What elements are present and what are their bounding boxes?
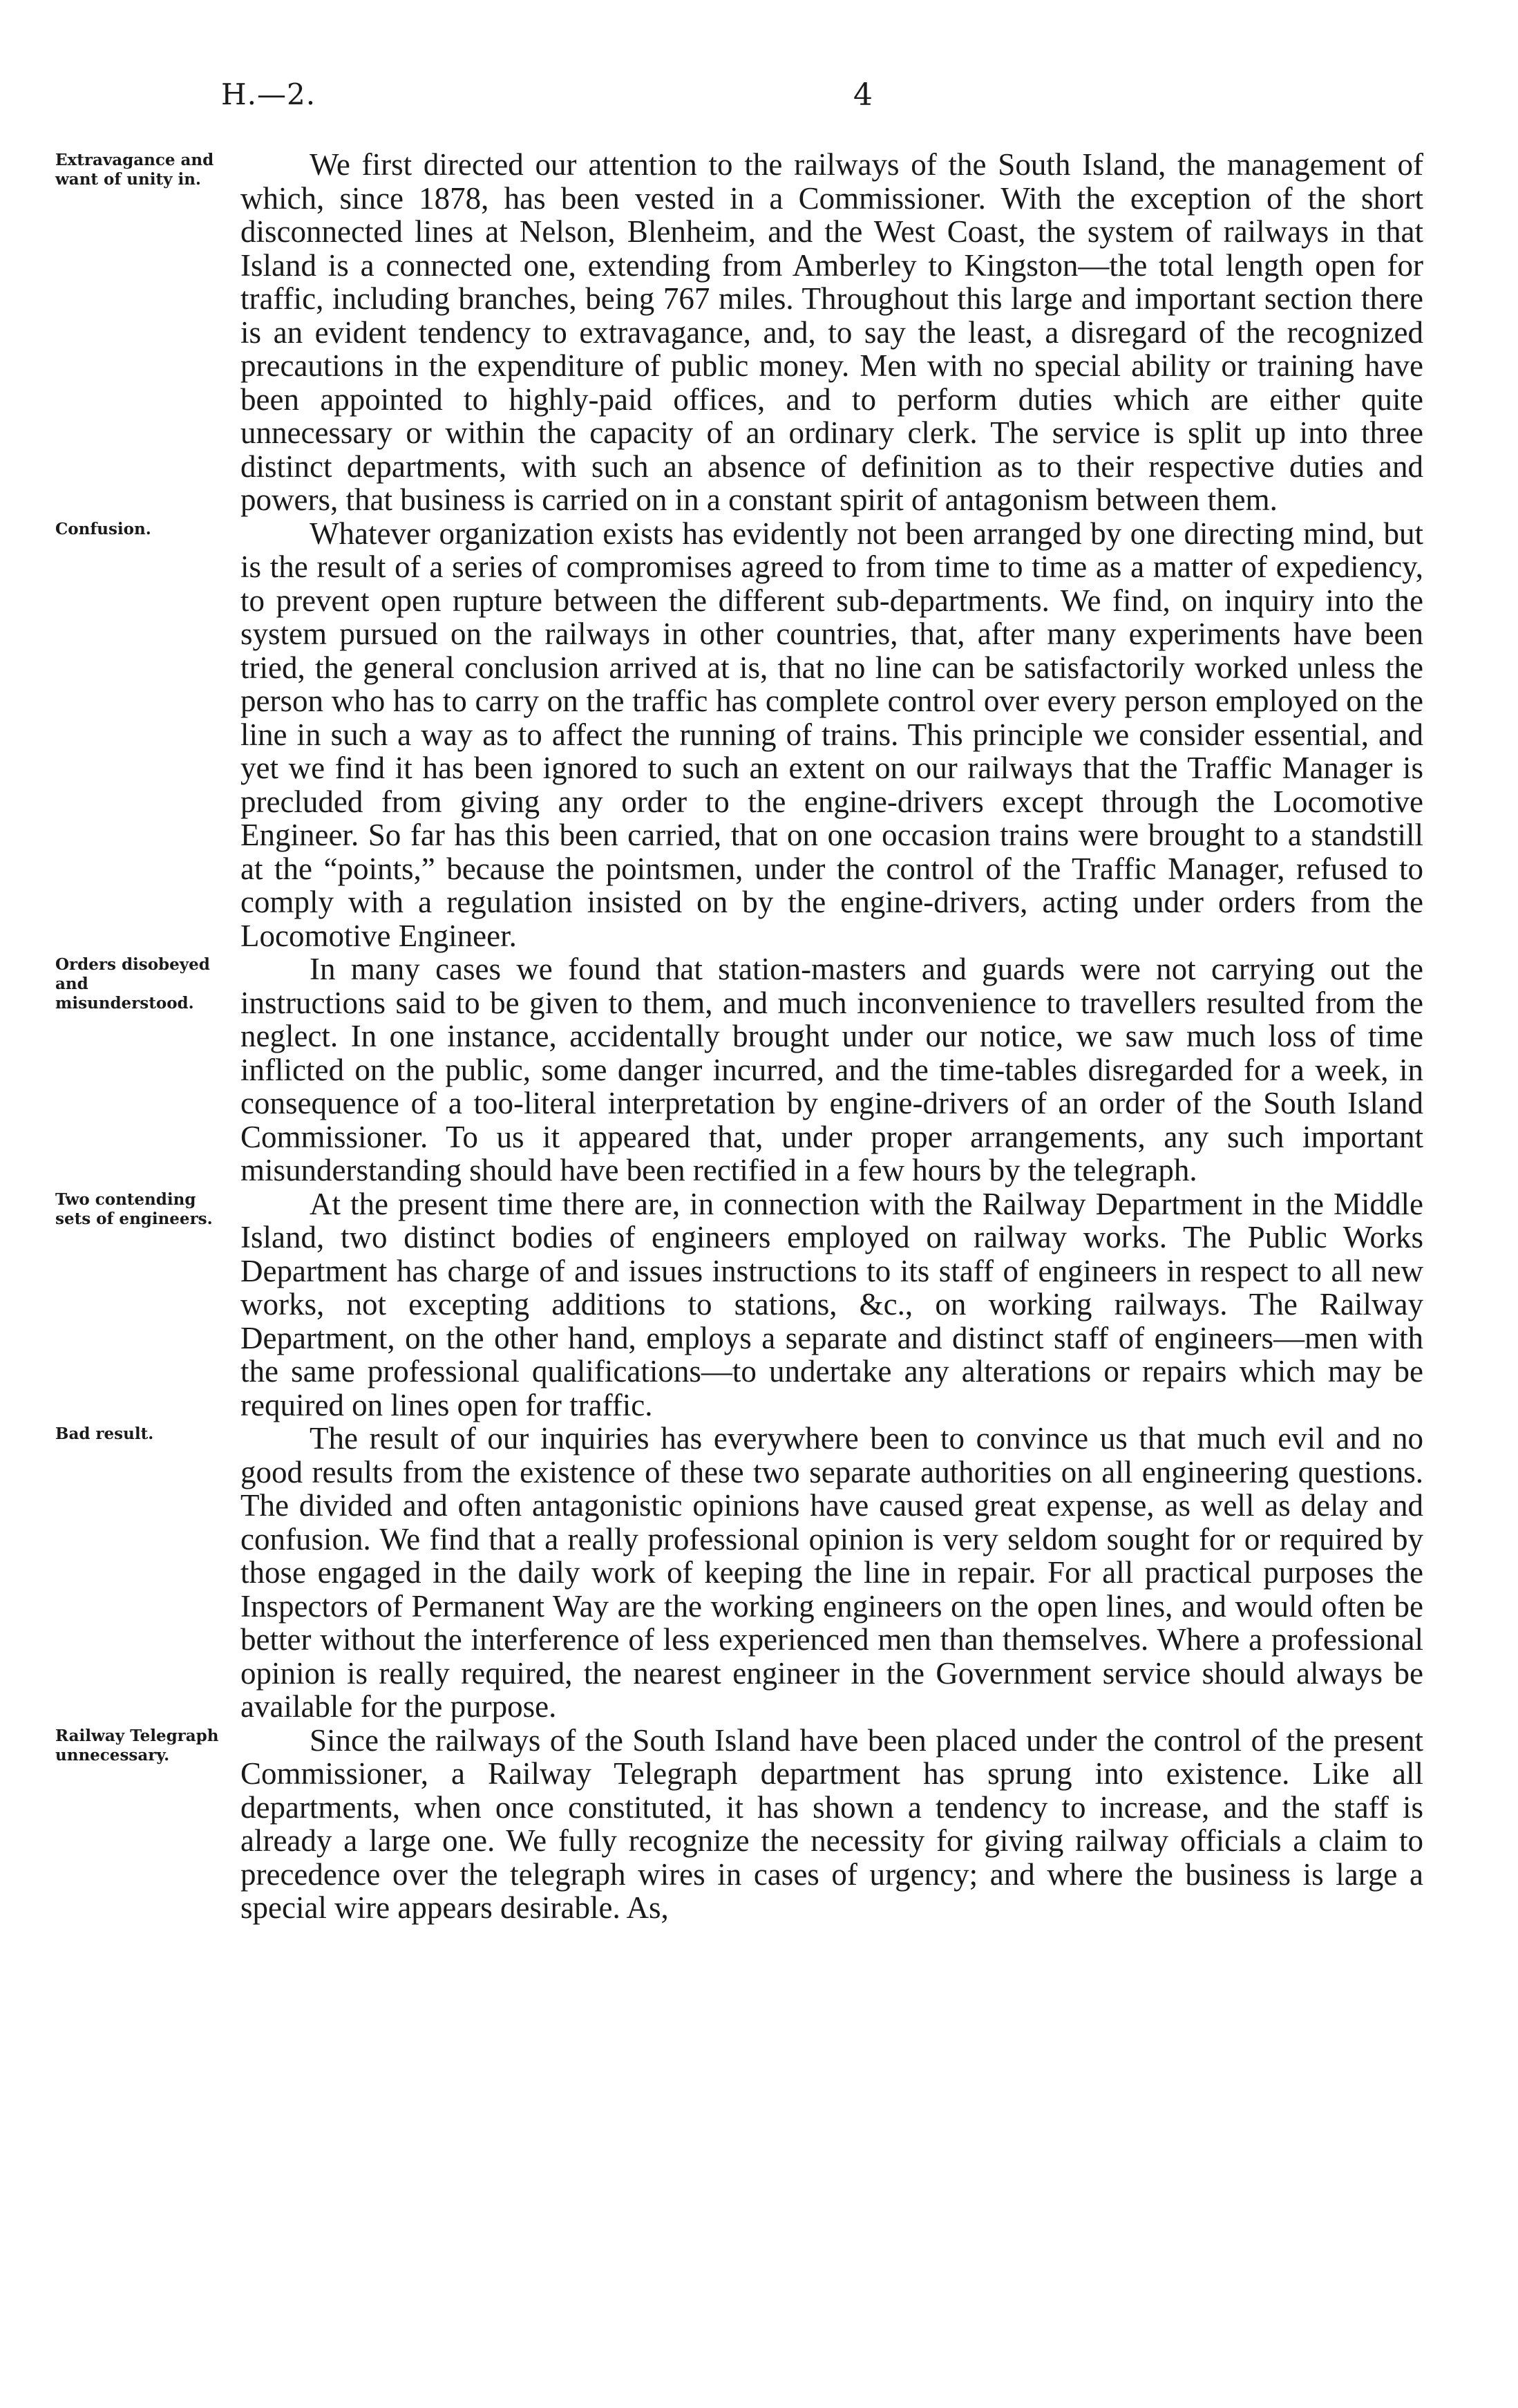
paragraph — [55, 147, 1423, 517]
paragraph-text: In many cases we found that station-masters and guards were not carrying out the instructions said to be given to them, and much inconvenience to travellers resulted from the neglect. In one instance, accidentally brought under our notice, we saw much loss of time inflicted on the public, some danger incurred, and the time-tables disregarded for a week, in consequence of a too-literal interpretation by engine-drivers of an order of the South Island Commissioner. To us it appeared that, under proper arrangements, any such important misunderstanding should have been rectified in a few hours by the telegraph. — [240, 952, 1423, 1187]
margin-note: Two contending sets of engineers. — [55, 1189, 213, 1228]
paragraph — [55, 1722, 1423, 1925]
paragraph-text: At the present time there are, in connection with the Railway Department in the Middle Island, two distinct bodies of engineers employed on railway works. The Public Works Department has charge of and issues instructions to its staff of engineers in respect to all new works, not excepting additions to stations, &c., on working railways. The Railway Department, on the other hand, employs a separate and distinct staff of engineers—men with the same professional qualifications—to undertake any alterations or repairs which may be required on lines open for traffic. — [240, 1186, 1423, 1422]
paragraph — [55, 952, 1423, 1187]
paragraph — [55, 1186, 1423, 1422]
paragraph-text: Whatever organization exists has evidently not been arranged by one directing mind, but is the result of a series of compromises agreed to from time to time as a matter of expediency, to prevent open rupture between the different sub-departments. We find, on inquiry into the system pursued on the railways in other countries, that, after many experiments have been tried, the general conclusion arrived at is, that no line can be satisfactorily worked unless the person who has to carry on the traffic has complete control over every person employed on the line in such a way as to affect the running of trains. This principle we consider essential, and yet we find it has been ignored to such an extent on our railways that the Traffic Manager is precluded from giving any order to the engine-drivers except through the Locomotive Engineer. So far has this been carried, that on one occasion trains were brought to a standstill at the “points,” because the pointsmen, under the control of the Traffic Manager, refused to comply with a regulation insisted on by the engine-drivers, acting under orders from the Locomotive Engineer. — [240, 516, 1423, 953]
paragraph — [55, 516, 1423, 953]
margin-note: Orders disobeyed and misunderstood. — [55, 955, 210, 1013]
paragraph-text: Since the railways of the South Island have been placed under the control of the present Commissioner, a Railway Telegraph department has sprung into existence. Like all departments, when once constituted, it has shown a tendency to increase, and the staff is already a large one. We fully recognize the necessity for giving railway officials a claim to precedence over the telegraph wires in cases of urgency; and where the business is large a special wire appears desirable. As, — [240, 1722, 1423, 1925]
margin-note: Bad result. — [55, 1424, 154, 1443]
body-text — [55, 147, 1423, 1925]
margin-note: Confusion. — [55, 519, 151, 538]
page-number: 4 — [853, 77, 873, 113]
paragraph — [55, 1421, 1423, 1724]
page-header — [0, 77, 1518, 119]
paragraph-text: The result of our inquiries has everywhere been to convince us that much evil and no good results from the existence of these two separate authorities on all engineering questions. The divided and often antagonistic opinions have caused great expense, as well as delay and confusion. We find that a really professional opinion is very seldom sought for or required by those engaged in the daily work of keeping the line in repair. For all practical purposes the Inspectors of Permanent Way are the working engineers on the open lines, and would often be better without the interference of less experienced men than themselves. Where a professional opinion is really required, the nearest engineer in the Government service should always be available for the purpose. — [240, 1421, 1423, 1724]
paragraph-text: We first directed our attention to the railways of the South Island, the management of which, since 1878, has been vested in a Commissioner. With the exception of the short disconnected lines at Nelson, Blenheim, and the West Coast, the system of railways in that Island is a connected one, extending from Amberley to Kingston—the total length open for traffic, including branches, being 767 miles. Throughout this large and important section there is an evident tendency to extravagance, and, to say the least, a disregard of the recognized precautions in the expenditure of public money. Men with no special ability or training have been appointed to highly-paid offices, and to perform duties which are either quite unnecessary or within the capacity of an ordinary clerk. The service is split up into three distinct departments, with such an absence of definition as to their respective duties and powers, that business is carried on in a constant spirit of antagonism between them. — [240, 147, 1423, 517]
margin-note: Extravagance and want of unity in. — [55, 151, 214, 189]
margin-note: Railway Telegraph unnecessary. — [55, 1726, 219, 1765]
document-id: H.—2. — [221, 77, 316, 111]
